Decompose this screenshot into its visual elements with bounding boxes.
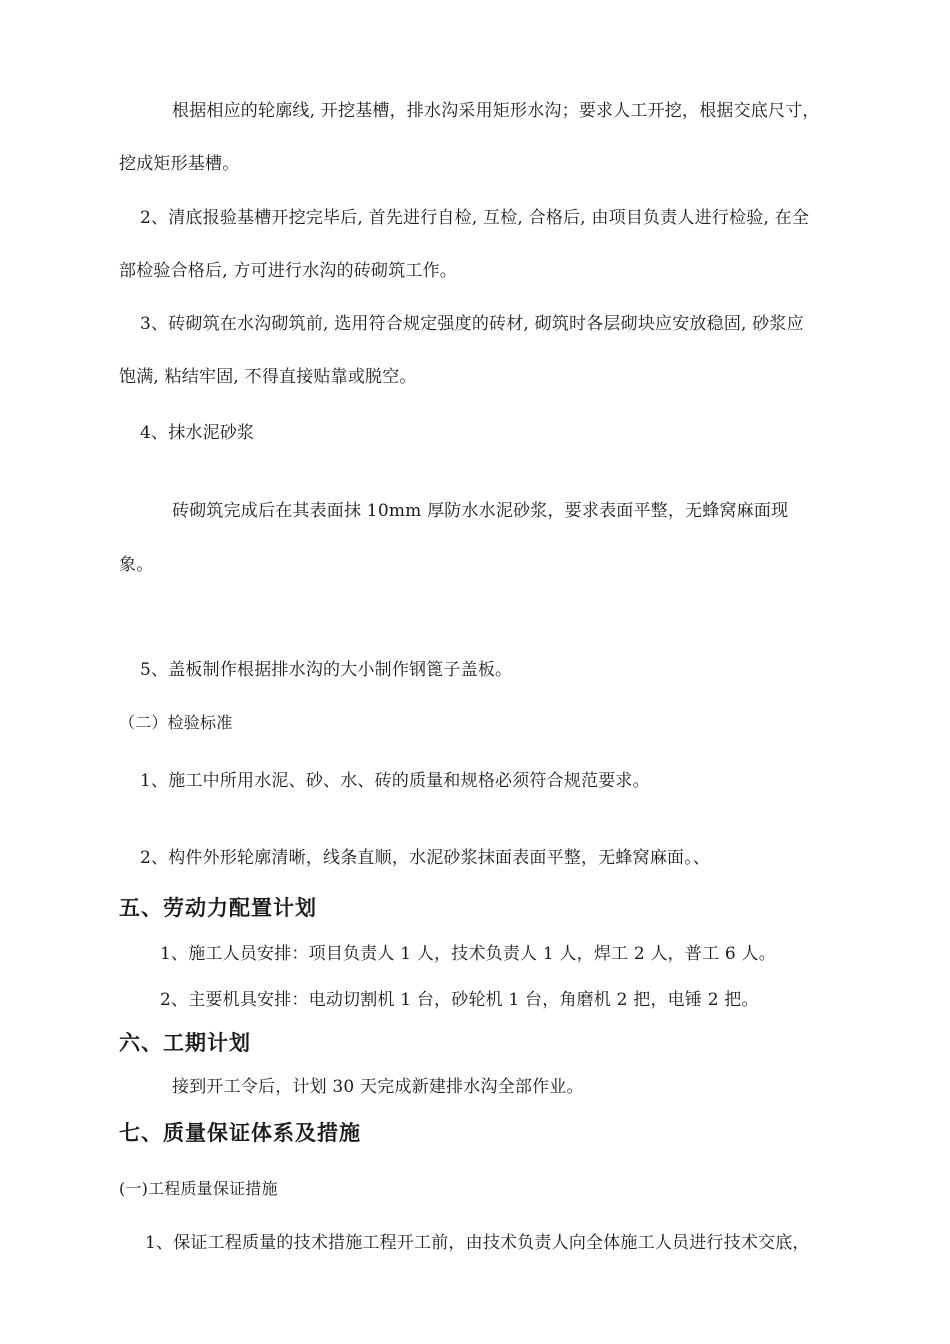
subheading-quality-measures: (一)工程质量保证措施 <box>119 1179 278 1198</box>
section-heading-labor: 五、劳动力配置计划 <box>119 896 317 920</box>
paragraph-inspection-line-2: 部检验合格后, 方可进行水沟的砖砌筑工作。 <box>119 261 458 281</box>
paragraph-masonry-line-2: 饱满, 粘结牢固, 不得直接贴靠或脱空。 <box>119 367 417 387</box>
paragraph-mortar-heading: 4、抹水泥砂浆 <box>140 423 255 443</box>
subheading-inspection-standard: （二）检验标准 <box>119 713 233 732</box>
paragraph-masonry-line-1: 3、砖砌筑在水沟砌筑前, 选用符合规定强度的砖材, 砌筑时各层砌块应安放稳固, 砂浆应 <box>140 314 804 334</box>
paragraph-labor-2: 2、主要机具安排：电动切割机 1 台，砂轮机 1 台，角磨机 2 把，电锤 2 把。 <box>160 990 759 1010</box>
paragraph-excavation-line-1: 根据相应的轮廓线, 开挖基槽，排水沟采用矩形水沟；要求人工开挖，根据交底尺寸， <box>172 101 820 121</box>
paragraph-cover-plate: 5、盖板制作根据排水沟的大小制作钢篦子盖板。 <box>140 660 513 680</box>
paragraph-excavation-line-2: 挖成矩形基槽。 <box>119 154 240 174</box>
paragraph-mortar-line-1: 砖砌筑完成后在其表面抹 10mm 厚防水水泥砂浆，要求表面平整，无蜂窝麻面现 <box>172 501 789 521</box>
paragraph-mortar-line-2: 象。 <box>119 555 154 575</box>
paragraph-schedule: 接到开工令后，计划 30 天完成新建排水沟全部作业。 <box>172 1077 584 1097</box>
paragraph-standard-1: 1、施工中所用水泥、砂、水、砖的质量和规格必须符合规范要求。 <box>140 771 650 791</box>
section-heading-quality: 七、质量保证体系及措施 <box>119 1121 361 1145</box>
paragraph-quality-1: 1、保证工程质量的技术措施工程开工前，由技术负责人向全体施工人员进行技术交底， <box>145 1233 810 1253</box>
paragraph-inspection-line-1: 2、清底报验基槽开挖完毕后, 首先进行自检, 互检, 合格后, 由项目负责人进行检验, 在全 <box>140 208 810 228</box>
section-heading-schedule: 六、工期计划 <box>119 1031 251 1055</box>
paragraph-standard-2: 2、构件外形轮廓清晰，线条直顺，水泥砂浆抹面表面平整，无蜂窝麻面。、 <box>140 848 711 868</box>
paragraph-labor-1: 1、施工人员安排：项目负责人 1 人，技术负责人 1 人，焊工 2 人，普工 6 人。 <box>160 944 776 964</box>
